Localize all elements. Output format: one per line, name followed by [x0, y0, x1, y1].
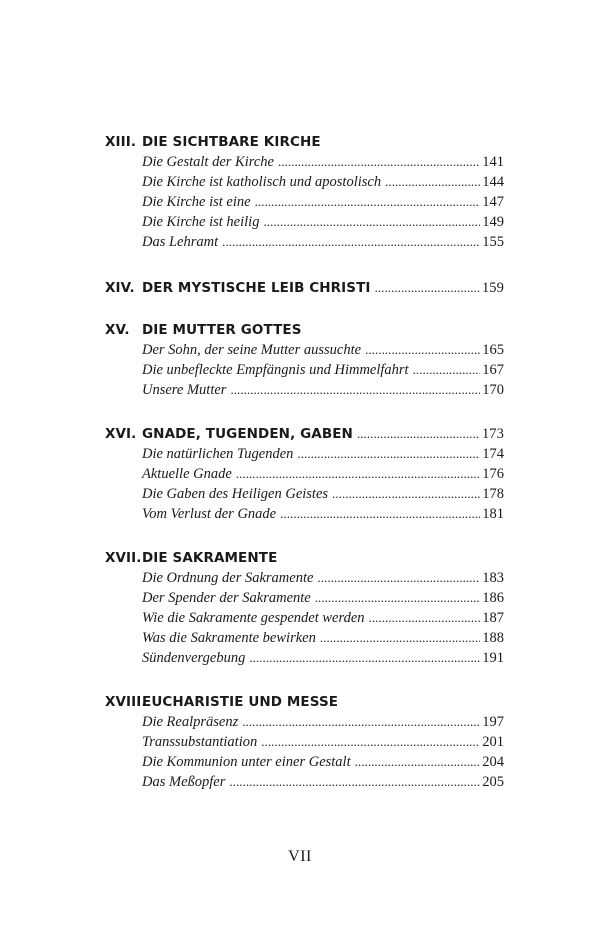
chapter-number: XV. — [105, 322, 130, 338]
entry-page-number: 191 — [482, 650, 504, 666]
toc-entry[interactable] — [142, 172, 504, 192]
entry-page-number: 183 — [482, 570, 504, 586]
entry-page-number: 181 — [482, 506, 504, 522]
chapter-number: XVI. — [105, 426, 137, 442]
chapter-title: GNADE, TUGENDEN, GABEN — [142, 426, 353, 442]
entry-title: Transsubstantiation — [142, 734, 258, 750]
entry-title: Sündenvergebung — [142, 650, 246, 666]
dot-leader — [280, 504, 480, 524]
entry-title: Aktuelle Gnade — [142, 466, 232, 482]
toc-entry[interactable] — [142, 752, 504, 772]
entry-title: Vom Verlust der Gnade — [142, 506, 277, 522]
dot-leader — [365, 340, 480, 360]
toc-entry[interactable] — [142, 772, 504, 792]
toc-entry[interactable] — [142, 712, 504, 732]
toc-entry[interactable] — [142, 588, 504, 608]
dot-leader — [230, 380, 480, 400]
dot-leader — [320, 628, 480, 648]
entry-page-number: 155 — [482, 234, 504, 250]
chapter-heading[interactable] — [105, 692, 504, 712]
entry-page-number: 204 — [482, 754, 504, 770]
toc-entry[interactable] — [142, 504, 504, 524]
toc-entry[interactable] — [142, 464, 504, 484]
toc-entry[interactable] — [142, 360, 504, 380]
dot-leader — [242, 712, 480, 732]
entry-title: Was die Sakramente bewirken — [142, 630, 316, 646]
chapter-title: DIE SAKRAMENTE — [142, 550, 278, 566]
entry-title: Die Realpräsenz — [142, 714, 239, 730]
entry-page-number: 187 — [482, 610, 504, 626]
toc-entry[interactable] — [142, 380, 504, 400]
dot-leader — [229, 772, 480, 792]
dot-leader — [297, 444, 480, 464]
chapter-title: DER MYSTISCHE LEIB CHRISTI — [142, 280, 371, 296]
dot-leader — [375, 278, 480, 298]
toc-entry[interactable] — [142, 732, 504, 752]
entry-page-number: 205 — [482, 774, 504, 790]
entry-page-number: 141 — [482, 154, 504, 170]
table-of-contents — [105, 132, 504, 792]
chapter-heading[interactable] — [105, 278, 504, 298]
entry-title: Die natürlichen Tugenden — [142, 446, 294, 462]
dot-leader — [261, 732, 480, 752]
entry-page-number: 170 — [482, 382, 504, 398]
entry-page-number: 167 — [482, 362, 504, 378]
entry-title: Das Lehramt — [142, 234, 219, 250]
chapter-number: XVIII. — [105, 694, 147, 710]
entry-title: Die Ordnung der Sakramente — [142, 570, 314, 586]
dot-leader — [355, 752, 481, 772]
chapter-heading[interactable] — [105, 132, 504, 152]
entry-title: Die Kirche ist heilig — [142, 214, 260, 230]
entry-title: Die Kirche ist katholisch und apostolisch — [142, 174, 382, 190]
chapter-page-number: 159 — [481, 280, 504, 296]
chapter-heading[interactable] — [105, 424, 504, 444]
dot-leader — [249, 648, 480, 668]
toc-entry[interactable] — [142, 628, 504, 648]
entry-page-number: 201 — [482, 734, 504, 750]
chapter-block — [105, 692, 504, 792]
entry-title: Die Gaben des Heiligen Geistes — [142, 486, 329, 502]
entry-page-number: 178 — [482, 486, 504, 502]
toc-entry[interactable] — [142, 568, 504, 588]
entry-page-number: 149 — [482, 214, 504, 230]
chapter-title: DIE MUTTER GOTTES — [142, 322, 302, 338]
entry-page-number: 176 — [482, 466, 504, 482]
chapter-page-number: 173 — [481, 426, 504, 442]
chapter-number: XVII. — [105, 550, 142, 566]
chapter-block — [105, 278, 504, 298]
toc-entry[interactable] — [142, 608, 504, 628]
chapter-title: EUCHARISTIE UND MESSE — [142, 694, 339, 710]
chapter-block — [105, 424, 504, 524]
toc-entry[interactable] — [142, 212, 504, 232]
toc-entry[interactable] — [142, 152, 504, 172]
dot-leader — [278, 152, 480, 172]
dot-leader — [255, 192, 481, 212]
dot-leader — [385, 172, 480, 192]
entry-title: Unsere Mutter — [142, 382, 227, 398]
dot-leader — [369, 608, 481, 628]
entry-title: Das Meßopfer — [142, 774, 226, 790]
entry-page-number: 144 — [482, 174, 504, 190]
chapter-block — [105, 132, 504, 252]
chapter-number: XIII. — [105, 134, 137, 150]
entry-page-number: 188 — [482, 630, 504, 646]
chapter-block — [105, 320, 504, 400]
entry-title: Der Spender der Sakramente — [142, 590, 311, 606]
toc-entry[interactable] — [142, 192, 504, 212]
chapter-heading[interactable] — [105, 548, 504, 568]
entry-title: Die unbefleckte Empfängnis und Himmelfahrt — [142, 362, 409, 378]
entry-title: Die Kirche ist eine — [142, 194, 251, 210]
entry-page-number: 186 — [482, 590, 504, 606]
entry-page-number: 147 — [482, 194, 504, 210]
toc-entry[interactable] — [142, 444, 504, 464]
toc-entry[interactable] — [142, 484, 504, 504]
dot-leader — [222, 232, 480, 252]
entry-title: Wie die Sakramente gespendet werden — [142, 610, 365, 626]
entry-page-number: 197 — [482, 714, 504, 730]
entry-title: Der Sohn, der seine Mutter aussuchte — [142, 342, 362, 358]
entry-page-number: 165 — [482, 342, 504, 358]
toc-entry[interactable] — [142, 340, 504, 360]
chapter-block — [105, 548, 504, 668]
dot-leader — [317, 568, 480, 588]
dot-leader — [263, 212, 480, 232]
entry-title: Die Kommunion unter einer Gestalt — [142, 754, 351, 770]
dot-leader — [236, 464, 480, 484]
dot-leader — [332, 484, 480, 504]
page-number: VII — [288, 848, 312, 865]
chapter-heading[interactable] — [105, 320, 504, 340]
toc-entry[interactable] — [142, 232, 504, 252]
dot-leader — [357, 424, 480, 444]
chapter-number: XIV. — [105, 280, 135, 296]
dot-leader — [315, 588, 481, 608]
entry-page-number: 174 — [482, 446, 504, 462]
entry-title: Die Gestalt der Kirche — [142, 154, 274, 170]
dot-leader — [413, 360, 481, 380]
toc-entry[interactable] — [142, 648, 504, 668]
chapter-title: DIE SICHTBARE KIRCHE — [142, 134, 321, 150]
